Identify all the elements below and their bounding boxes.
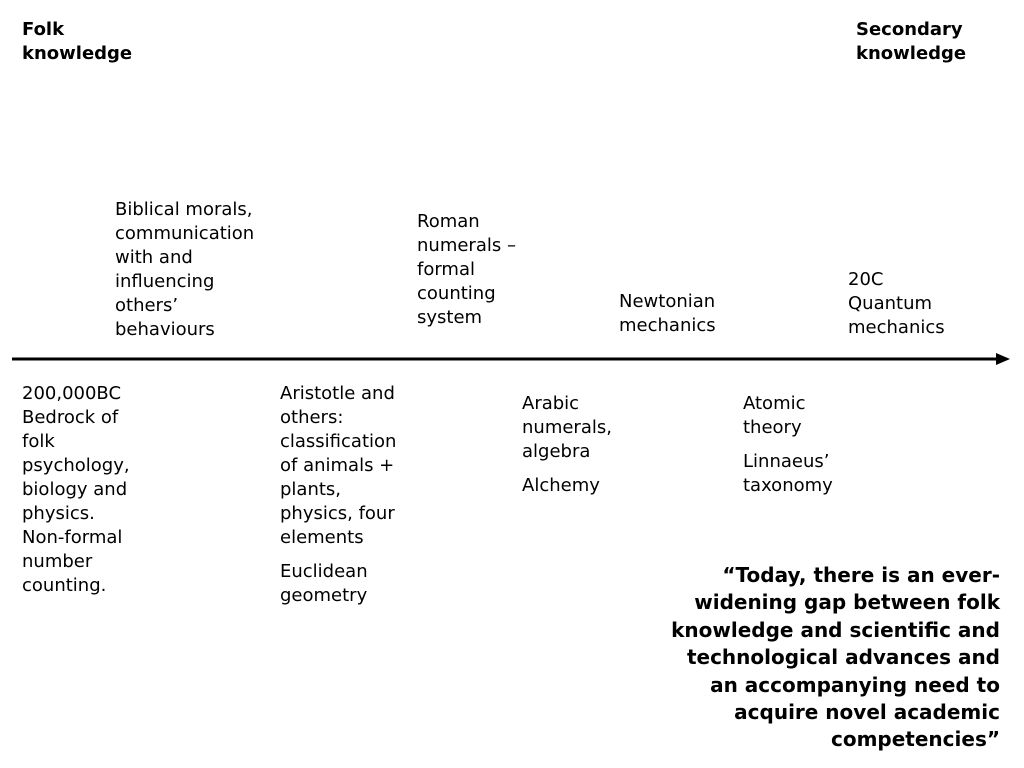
event-arabic-numerals-algebra: Arabic numerals, algebra — [522, 393, 612, 462]
closing-quote: “Today, there is an ever-widening gap between folk knowledge and scientific and technological advances and an accompanying need to acquire novel academic competencies” — [671, 563, 1000, 752]
event-newtonian-mechanics: Newtonian mechanics — [619, 291, 716, 336]
event-atomic-theory-text: Atomic theory — [743, 393, 806, 438]
event-euclidean-geometry: Euclidean geometry — [280, 561, 368, 606]
heading-folk-knowledge: Folk knowledge — [22, 19, 133, 64]
event-quantum-mechanics: 20C Quantum mechanics — [848, 269, 945, 338]
event-folk-bedrock-text: 200,000BC Bedrock of folk psychology, biology and physics. Non-formal number counting. — [22, 383, 130, 596]
event-aristotle-classification: Aristotle and others: classification of animals + plants, physics, four elements — [280, 383, 397, 548]
event-linnaeus-taxonomy: Linnaeus’ taxonomy — [743, 451, 833, 496]
heading-secondary-knowledge: Secondary knowledge — [856, 19, 967, 64]
event-alchemy: Alchemy — [522, 475, 600, 496]
event-arabic-numerals — [522, 392, 632, 498]
event-biblical-morals: Biblical morals, communication with and influencing others’ behaviours — [115, 199, 255, 340]
arrow-head-icon — [996, 353, 1010, 365]
event-atomic-theory — [743, 392, 863, 498]
event-aristotle — [280, 382, 408, 608]
event-roman-numerals: Roman numerals – formal counting system — [417, 211, 516, 328]
event-folk-bedrock — [22, 382, 140, 598]
